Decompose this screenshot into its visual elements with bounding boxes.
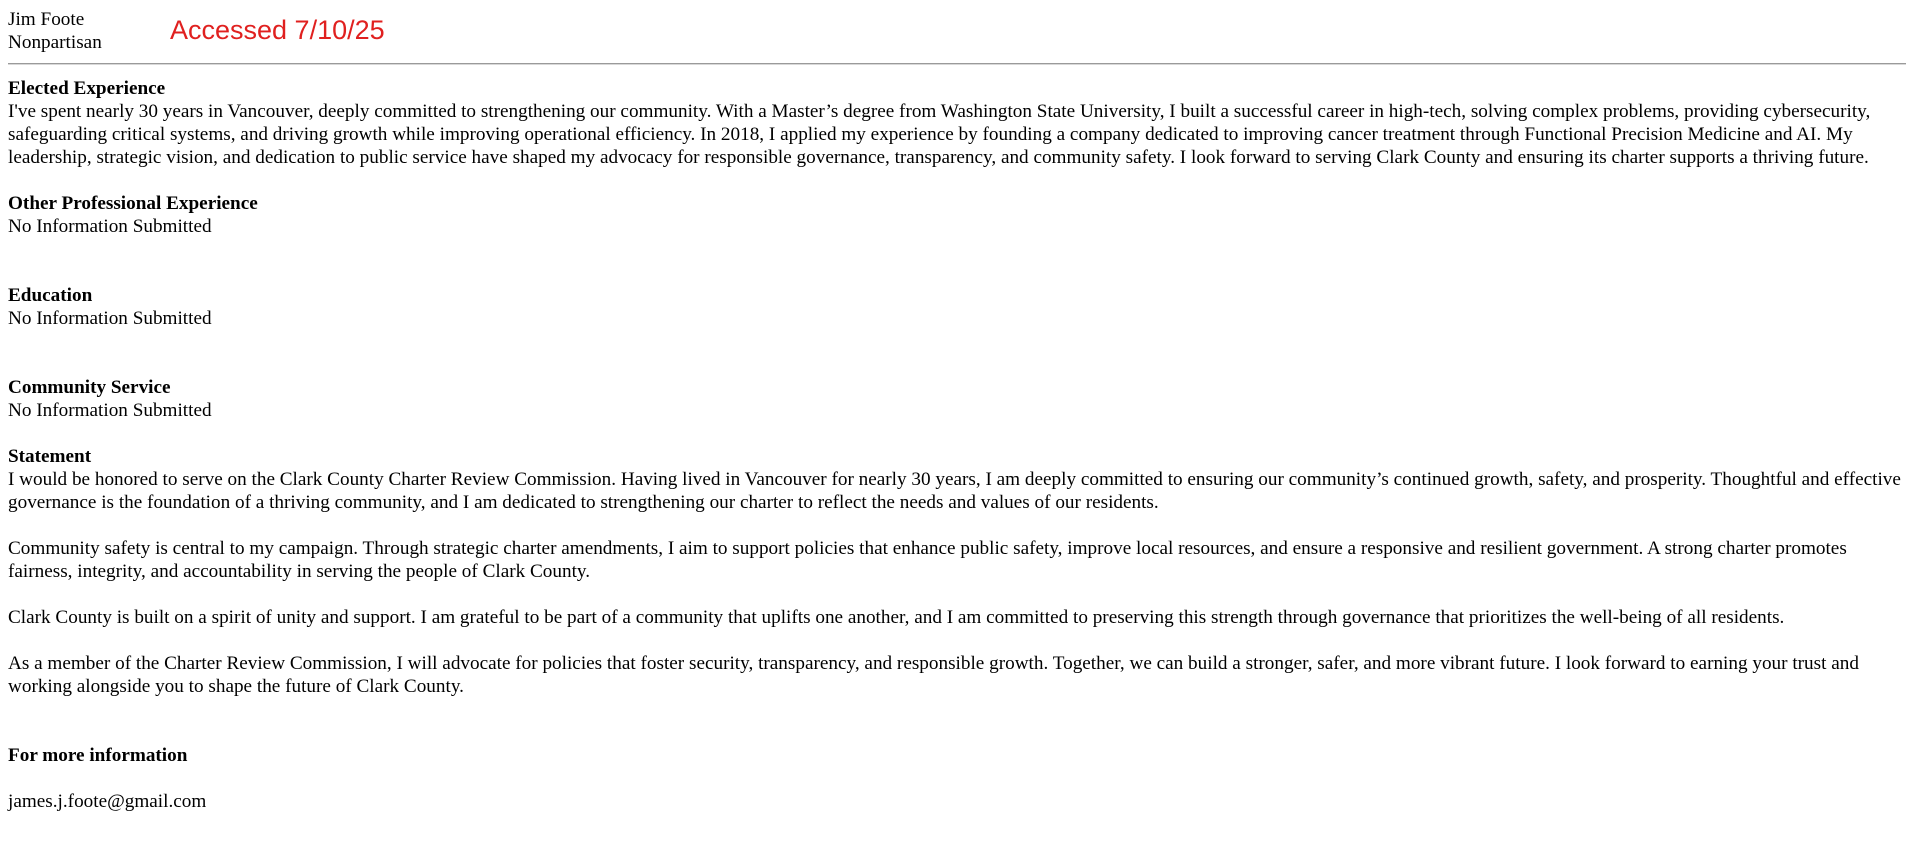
statement-section: [8, 445, 1908, 698]
elected-experience-heading: Elected Experience: [8, 78, 166, 99]
education-heading: Education: [8, 285, 93, 306]
statement-heading: Statement: [8, 446, 92, 467]
header-divider: [8, 63, 1906, 65]
education-text: No Information Submitted: [8, 308, 212, 329]
spacer: [8, 238, 1908, 284]
spacer: [8, 629, 1908, 652]
community-service-text: No Information Submitted: [8, 400, 212, 421]
community-service-section: [8, 376, 1908, 422]
elected-experience-section: [8, 77, 1908, 169]
education-section: [8, 284, 1908, 330]
statement-paragraph-3: Clark County is built on a spirit of unity and support. I am grateful to be part of a community that uplifts one another, and I am committed to preserving this strength through governance that prioritizes the well-being of all residents.: [8, 607, 1785, 628]
candidate-info: [8, 8, 102, 54]
accessed-date-note: Accessed 7/10/25: [170, 15, 385, 45]
spacer: [8, 422, 1908, 445]
spacer: [8, 330, 1908, 376]
spacer: [8, 767, 1908, 790]
community-service-heading: Community Service: [8, 377, 171, 398]
contact-email: james.j.foote@gmail.com: [8, 791, 207, 812]
candidate-name: Jim Foote: [8, 9, 85, 30]
more-info-section: [8, 744, 1908, 813]
elected-experience-text: I've spent nearly 30 years in Vancouver, deeply committed to strengthening our community. With a Master’s degree from Washington State University, I built a successful career in high-tech, solving complex problems, providing cybersecurity, safeguarding critical systems, and driving growth while improving operational efficiency. In 2018, I applied my experience by founding a company dedicated to improving cancer treatment through Functional Precision Medicine and AI. My leadership, strategic vision, and dedication to public service have shaped my advocacy for responsible governance, transparency, and community safety. I look forward to serving Clark County and ensuring its charter supports a thriving future.: [8, 101, 1871, 168]
statement-paragraph-2: Community safety is central to my campaign. Through strategic charter amendments, I aim to support policies that enhance public safety, improve local resources, and ensure a responsive and resilient government. A strong charter promotes fairness, integrity, and accountability in serving the people of Clark County.: [8, 538, 1847, 582]
profile-content: [8, 77, 1908, 813]
more-info-heading: For more information: [8, 745, 188, 766]
header: [8, 8, 1906, 60]
spacer: [8, 514, 1908, 537]
statement-paragraph-4: As a member of the Charter Review Commission, I will advocate for policies that foster security, transparency, and responsible growth. Together, we can build a stronger, safer, and more vibrant future. I look forward to earning your trust and working alongside you to shape the future of Clark County.: [8, 653, 1859, 697]
candidate-affiliation: Nonpartisan: [8, 32, 102, 53]
professional-experience-section: [8, 192, 1908, 238]
professional-experience-heading: Other Professional Experience: [8, 193, 258, 214]
statement-paragraph-1: I would be honored to serve on the Clark County Charter Review Commission. Having lived in Vancouver for nearly 30 years, I am deeply committed to ensuring our community’s continued growth, safety, and prosperity. Thoughtful and effective governance is the foundation of a thriving community, and I am dedicated to strengthening our charter to reflect the needs and values of our residents.: [8, 469, 1901, 513]
professional-experience-text: No Information Submitted: [8, 216, 212, 237]
spacer: [8, 583, 1908, 606]
spacer: [8, 698, 1908, 744]
spacer: [8, 169, 1908, 192]
